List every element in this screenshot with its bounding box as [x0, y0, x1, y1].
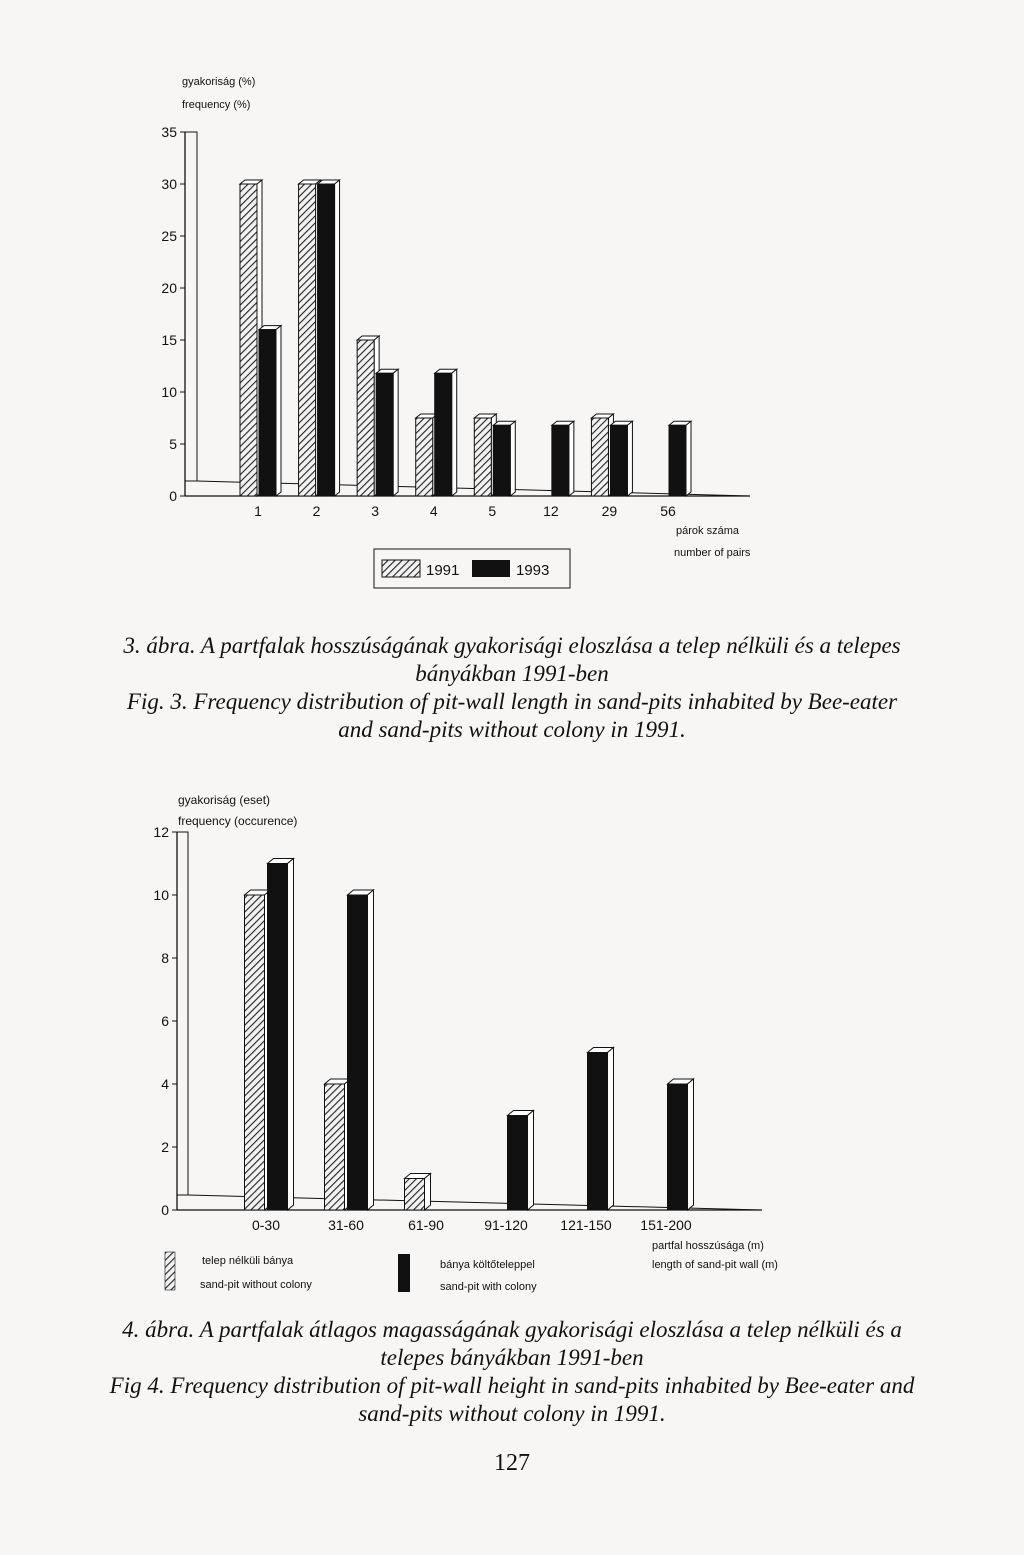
- bars: [245, 859, 694, 1211]
- legend-label-without-colony-en: sand-pit without colony: [200, 1279, 312, 1291]
- bar-s2-151-200-side: [688, 1079, 694, 1210]
- bar-s2-1-side: [276, 326, 281, 496]
- bar-s2-121-150: [588, 1053, 608, 1211]
- y-tick-label: 12: [153, 824, 169, 840]
- bar-s1-61-90-side: [425, 1174, 431, 1211]
- legend-swatch-1991: [382, 560, 420, 577]
- legend-swatch-1993: [472, 560, 510, 577]
- x-tick-label: 61-90: [408, 1217, 444, 1233]
- bar-s2-31-60-side: [368, 890, 374, 1210]
- caption-fig4-en-line1: Fig 4. Frequency distribution of pit-wall height in sand-pits inhabited by Bee-eater and: [109, 1373, 915, 1398]
- bar-s2-12: [552, 425, 569, 496]
- bar-s1-3: [357, 340, 374, 496]
- caption-fig3-hu-line2: bányákban 1991-ben: [415, 661, 609, 686]
- y-tick-label: 10: [161, 384, 177, 400]
- x-tick-label: 4: [429, 503, 438, 519]
- bar-s2-4-side: [452, 369, 457, 496]
- x-tick-label: 151-200: [640, 1217, 692, 1233]
- bar-s2-2-side: [335, 180, 340, 496]
- legend-label-with-colony-en: sand-pit with colony: [440, 1281, 537, 1293]
- bar-s2-1: [259, 330, 276, 496]
- y-ticks: [161, 124, 185, 504]
- y-tick-label: 4: [161, 1076, 169, 1092]
- xlabel-en: number of pairs: [674, 547, 751, 559]
- legend-swatch-with-colony: [398, 1254, 410, 1292]
- legend-label-with-colony-hu: bánya költőteleppel: [440, 1259, 535, 1271]
- legend: [165, 1252, 537, 1293]
- y-tick-label: 0: [169, 488, 177, 504]
- bar-s1-61-90: [405, 1179, 425, 1211]
- x-tick-label: 5: [488, 503, 497, 519]
- x-tick-label: 3: [371, 503, 380, 519]
- caption-fig4-hu-line2: telepes bányákban 1991-ben: [380, 1345, 644, 1370]
- bar-s2-0-30-side: [288, 859, 294, 1211]
- bar-s2-56-side: [686, 421, 691, 496]
- y-ticks: [153, 824, 177, 1218]
- bar-s2-3-side: [393, 369, 398, 496]
- caption-fig4-en-line2: sand-pits without colony in 1991.: [358, 1401, 666, 1426]
- x-tick-label: 0-30: [251, 1217, 281, 1233]
- ylabel-hu: gyakoriság (eset): [178, 793, 271, 807]
- bar-s1-5: [474, 418, 491, 496]
- bar-s1-2: [299, 184, 316, 496]
- y-tick-label: 15: [161, 332, 177, 348]
- x-tick-label: 31-60: [328, 1217, 364, 1233]
- x-tick-label: 121-150: [560, 1217, 612, 1233]
- bar-s2-31-60: [348, 895, 368, 1210]
- x-ticks: [252, 1217, 692, 1233]
- y-tick-label: 35: [161, 124, 177, 140]
- ylabel-en: frequency (occurence): [178, 814, 298, 828]
- ylabel-en: frequency (%): [182, 99, 251, 111]
- bar-s1-31-60: [325, 1084, 345, 1210]
- bar-s2-29: [610, 425, 627, 496]
- chart-fig4: [0, 760, 1024, 1320]
- bar-s1-4: [416, 418, 433, 496]
- bar-s2-5: [493, 425, 510, 496]
- page-number: 127: [494, 1450, 530, 1476]
- y-tick-label: 30: [161, 176, 177, 192]
- bar-s2-91-120: [508, 1116, 528, 1211]
- bar-s2-91-120-side: [528, 1111, 534, 1211]
- legend-label-1993: 1993: [516, 562, 550, 579]
- bar-s2-29-side: [627, 421, 632, 496]
- bar-s2-4: [435, 373, 452, 496]
- back-wall: [177, 832, 188, 1195]
- caption-fig3-hu-line1: 3. ábra. A partfalak hosszúságának gyakorisági eloszlása a telep nélküli és a telepes: [123, 633, 901, 658]
- back-wall: [185, 132, 197, 481]
- bar-s1-0-30: [245, 895, 265, 1210]
- xlabel-hu: párok száma: [676, 525, 739, 537]
- xlabel-hu: partfal hosszúsága (m): [652, 1240, 764, 1252]
- y-tick-label: 20: [161, 280, 177, 296]
- x-tick-label: 29: [601, 503, 618, 519]
- y-tick-label: 10: [153, 887, 169, 903]
- bars: [240, 180, 691, 496]
- x-tick-label: 12: [543, 503, 559, 519]
- bar-s2-151-200: [668, 1084, 688, 1210]
- x-tick-label: 1: [254, 503, 262, 519]
- x-tick-label: 2: [312, 503, 321, 519]
- x-tick-label: 56: [660, 503, 676, 519]
- x-tick-label: 91-120: [484, 1217, 528, 1233]
- legend-label-1991: 1991: [426, 562, 460, 579]
- ylabel-hu: gyakoriság (%): [182, 76, 256, 88]
- caption-fig3: [0, 632, 1024, 744]
- y-tick-label: 0: [161, 1202, 169, 1218]
- bar-s1-29: [591, 418, 608, 496]
- legend-swatch-without-colony: [165, 1252, 175, 1290]
- bar-s2-5-side: [510, 421, 515, 496]
- bar-s2-3: [376, 373, 393, 496]
- bar-s1-1: [240, 184, 257, 496]
- caption-fig4-hu-line1: 4. ábra. A partfalak átlagos magasságának gyakorisági eloszlása a telep nélküli és a: [122, 1317, 902, 1342]
- legend: [374, 549, 570, 588]
- caption-fig3-en-line2: and sand-pits without colony in 1991.: [338, 717, 686, 742]
- bar-s2-0-30: [268, 864, 288, 1211]
- y-tick-label: 8: [161, 950, 169, 966]
- bar-s2-12-side: [569, 421, 574, 496]
- caption-fig3-en-line1: Fig. 3. Frequency distribution of pit-wall length in sand-pits inhabited by Bee-eater: [126, 689, 898, 714]
- chart-fig3: [0, 0, 1024, 640]
- y-tick-label: 6: [161, 1013, 169, 1029]
- bar-s2-56: [669, 425, 686, 496]
- y-tick-label: 5: [169, 436, 177, 452]
- legend-label-without-colony-hu: telep nélküli bánya: [202, 1255, 294, 1267]
- y-tick-label: 25: [161, 228, 177, 244]
- bar-s2-121-150-side: [608, 1048, 614, 1211]
- x-ticks: [254, 503, 676, 519]
- bar-s2-2: [318, 184, 335, 496]
- y-tick-label: 2: [161, 1139, 169, 1155]
- caption-fig4: [0, 1316, 1024, 1428]
- xlabel-en: length of sand-pit wall (m): [652, 1259, 778, 1271]
